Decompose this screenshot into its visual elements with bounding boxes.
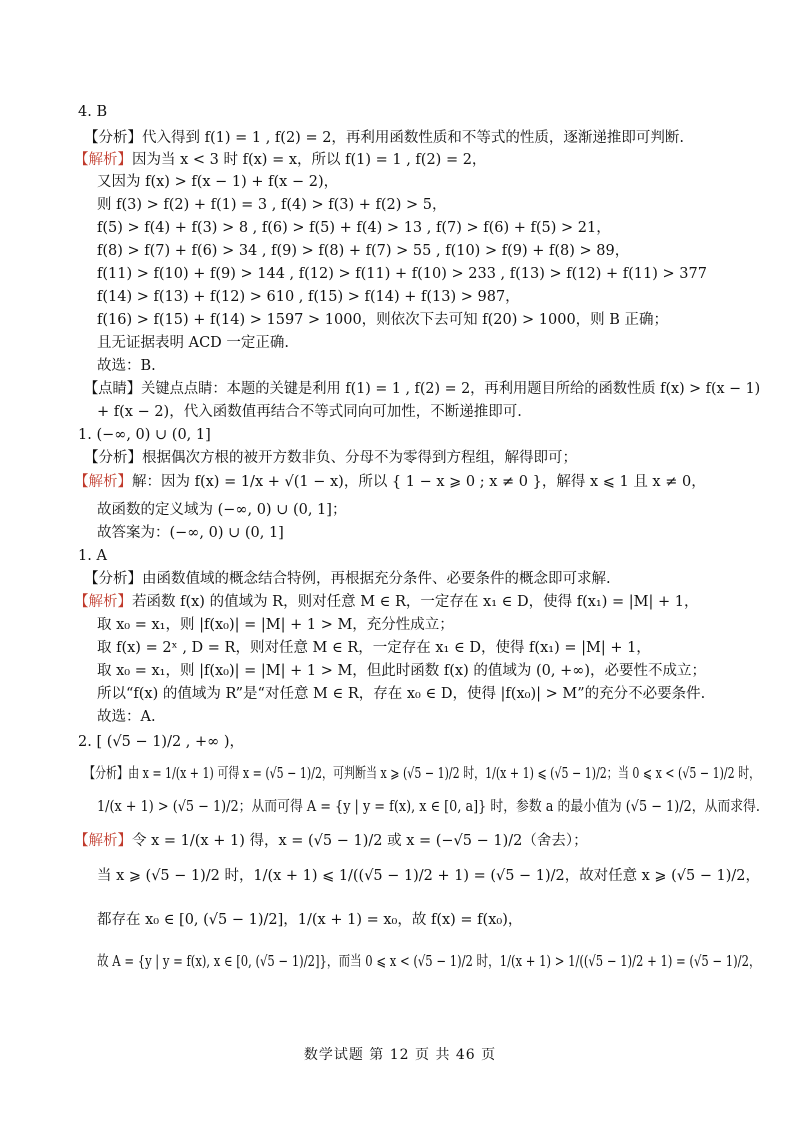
text-line: 又因为 f(x) > f(x − 1) + f(x − 2)， bbox=[97, 174, 339, 190]
text-line bbox=[74, 831, 588, 851]
solution-text: 令 x = 1/(x + 1) 得，x = (√5 − 1)/2 或 x = (−√5 − 1)/2（舍去）； bbox=[132, 833, 588, 849]
text-line: 【分析】根据偶次方根的被开方数非负、分母不为零得到方程组，解得即可； bbox=[84, 450, 577, 466]
text-line: + f(x − 2)，代入函数值再结合不等式同向可加性，不断递推即可. bbox=[97, 404, 522, 420]
text-line: 取 x₀ = x₁，则 |f(x₀)| = |M| + 1 > M，但此时函数 f(x) 的值域为 (0, +∞)，必要性不成立； bbox=[97, 663, 706, 679]
text-line bbox=[74, 472, 706, 492]
text-line: 则 f(3) > f(2) + f(1) = 3 , f(4) > f(3) + f(2) > 5， bbox=[97, 197, 447, 213]
text-line: f(11) > f(10) + f(9) > 144 , f(12) > f(11) + f(10) > 233 , f(13) > f(12) + f(11) > 377 bbox=[97, 266, 707, 282]
solution-tag: 【解析】 bbox=[74, 152, 132, 168]
text-line: 【分析】代入得到 f(1) = 1 , f(2) = 2，再利用函数性质和不等式的性质，逐渐递推即可判断. bbox=[84, 130, 685, 146]
text-line: 故选：B. bbox=[97, 358, 156, 374]
solution-text: 因为当 x < 3 时 f(x) = x，所以 f(1) = 1 , f(2) = 2， bbox=[132, 152, 487, 168]
text-line: 【点睛】关键点点睛：本题的关键是利用 f(1) = 1 , f(2) = 2，再利用题目所给的函数性质 f(x) > f(x − 1) bbox=[84, 381, 761, 397]
text-line: 取 f(x) = 2ˣ , D = R，则对任意 M ∈ R，一定存在 x₁ ∈ D，使得 f(x₁) = |M| + 1， bbox=[97, 640, 651, 656]
solution-tag: 【解析】 bbox=[74, 594, 132, 610]
solution-text: 若函数 f(x) 的值域为 R，则对任意 M ∈ R，一定存在 x₁ ∈ D，使得 f(x₁) = |M| + 1， bbox=[132, 594, 699, 610]
text-line: 都存在 x₀ ∈ [0, (√5 − 1)/2]，1/(x + 1) = x₀，故 f(x) = f(x₀)， bbox=[97, 912, 523, 928]
text-line: 当 x ⩾ (√5 − 1)/2 时，1/(x + 1) ⩽ 1/((√5 − 1)/2 + 1) = (√5 − 1)/2，故对任意 x ⩾ (√5 − 1)/2， bbox=[97, 868, 760, 884]
text-line: f(16) > f(15) + f(14) > 1597 > 1000，则依次下去可知 f(20) > 1000，则 B 正确； bbox=[97, 312, 669, 328]
text-line: f(5) > f(4) + f(3) > 8 , f(6) > f(5) + f(4) > 13 , f(7) > f(6) + f(5) > 21， bbox=[97, 220, 611, 236]
text-line: 1. A bbox=[78, 548, 107, 564]
text-line: 【分析】由 x = 1/(x + 1) 可得 x = (√5 − 1)/2，可判断当 x ⩾ (√5 − 1)/2 时，1/(x + 1) ⩽ (√5 − 1)/2；当 0 ⩽ x < (√5 − 1)/2 时， bbox=[84, 766, 761, 782]
text-line: 故 A = {y | y = f(x), x ∈ [0, (√5 − 1)/2]}，而当 0 ⩽ x < (√5 − 1)/2 时，1/(x + 1) > 1/((√5 − 1)/2 + 1) = (√5 − 1)/2， bbox=[97, 954, 761, 970]
page-footer: 数学试题 第 12 页 共 46 页 bbox=[303, 1047, 497, 1063]
text-line: 所以“f(x) 的值域为 R”是“对任意 M ∈ R，存在 x₀ ∈ D，使得 |f(x₀)| > M”的充分不必要条件. bbox=[97, 686, 706, 702]
text-line: f(8) > f(7) + f(6) > 34 , f(9) > f(8) + f(7) > 55 , f(10) > f(9) + f(8) > 89， bbox=[97, 243, 630, 259]
text-line: 1/(x + 1) > (√5 − 1)/2；从而可得 A = {y | y = f(x), x ∈ [0, a]} 时，参数 a 的最小值为 (√5 − 1)/2，从而求得. bbox=[97, 799, 760, 815]
text-line: 4. B bbox=[78, 104, 108, 120]
text-line: 取 x₀ = x₁，则 |f(x₀)| = |M| + 1 > M，充分性成立； bbox=[97, 617, 454, 633]
text-line: 故选：A. bbox=[97, 709, 156, 725]
solution-tag: 【解析】 bbox=[74, 833, 132, 849]
solution-text: 解：因为 f(x) = 1/x + √(1 − x)，所以 { 1 − x ⩾ 0 ; x ≠ 0 }，解得 x ⩽ 1 且 x ≠ 0， bbox=[132, 474, 706, 490]
text-line: 1. (−∞, 0) ∪ (0, 1] bbox=[78, 427, 211, 443]
text-line bbox=[74, 592, 698, 612]
text-line: 【分析】由函数值域的概念结合特例，再根据充分条件、必要条件的概念即可求解. bbox=[84, 571, 611, 587]
text-line: f(14) > f(13) + f(12) > 610 , f(15) > f(14) + f(13) > 987， bbox=[97, 289, 520, 305]
text-line: 2. [ (√5 − 1)/2 , +∞ )， bbox=[78, 734, 245, 750]
text-line: 故函数的定义域为 (−∞, 0) ∪ (0, 1]； bbox=[97, 502, 347, 518]
text-line: 且无证据表明 ACD 一定正确. bbox=[97, 335, 290, 351]
text-line: 故答案为：(−∞, 0) ∪ (0, 1] bbox=[97, 525, 284, 541]
solution-tag: 【解析】 bbox=[74, 474, 132, 490]
text-line bbox=[74, 150, 486, 170]
